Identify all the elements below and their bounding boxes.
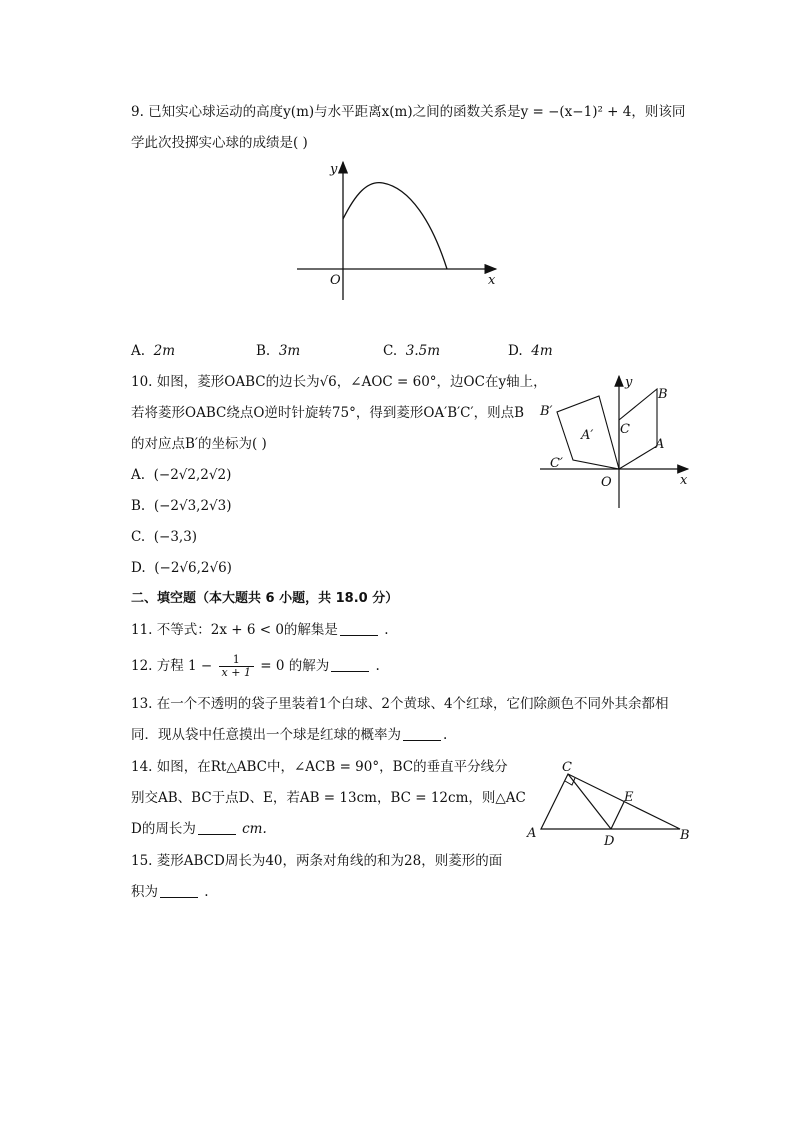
q9-option-c[interactable]: C. 3.5m — [383, 343, 441, 359]
q9-option-d[interactable]: D. 4m — [508, 343, 553, 359]
q14-label-e: E — [624, 790, 634, 805]
q9-x-label: x — [488, 273, 496, 288]
q10-option-a[interactable]: A. (−2√2,2√2) — [131, 467, 232, 483]
section-title-fill-blank: 二、填空题（本大题共 6 小题，共 18.0 分） — [131, 591, 399, 606]
q10-label-c: C — [620, 422, 630, 437]
q9-y-label: y — [330, 162, 338, 177]
q14-triangle-abc — [541, 774, 680, 829]
q10-label-y: y — [625, 375, 633, 390]
q9-option-a[interactable]: A. 2m — [131, 343, 176, 359]
q10-label-b: B — [658, 387, 668, 402]
q14-label-d: D — [604, 834, 615, 849]
q10-label-o: O — [601, 475, 612, 490]
q14-line2: 别交AB、BC于点D、E，若AB = 13cm，BC = 12cm，则△AC — [131, 790, 526, 806]
q14-line1: 14. 如图，在Rt△ABC中，∠ACB = 90°，BC的垂直平分线分 — [131, 759, 508, 775]
q14-label-a: A — [527, 826, 537, 841]
q14-line3: D的周长为 cm. — [131, 821, 267, 837]
q10-line1: 10. 如图，菱形OABC的边长为√6，∠AOC = 60°，边OC在y轴上， — [131, 374, 547, 390]
q10-label-c-prime: C′ — [550, 456, 563, 471]
q9-line1: 9. 已知实心球运动的高度y(m)与水平距离x(m)之间的函数关系是y = −(x−1)² + 4，则该同 — [131, 104, 686, 120]
q10-option-b[interactable]: B. (−2√3,2√3) — [131, 498, 232, 514]
q10-label-a-prime: A′ — [581, 428, 594, 443]
q10-option-d[interactable]: D. (−2√6,2√6) — [131, 560, 232, 576]
q13-line1: 13. 在一个不透明的袋子里装着1个白球、2个黄球、4个红球，它们除颜色不同外其余都相 — [131, 696, 669, 712]
q13-line2: 同．现从袋中任意摸出一个球是红球的概率为 . — [131, 727, 448, 743]
q10-line3: 的对应点B′的坐标为( ) — [131, 436, 267, 452]
q14-right-angle-mark — [565, 778, 575, 785]
q10-option-c[interactable]: C. (−3,3) — [131, 529, 198, 545]
q10-line2: 若将菱形OABC绕点O逆时针旋转75°，得到菱形OA′B′C′，则点B — [131, 405, 524, 421]
q15-answer-blank[interactable] — [160, 883, 198, 898]
q14-segment-de — [611, 802, 624, 829]
q12-fraction: $\frac{1}{x + 1}$ — [219, 654, 254, 679]
q9-option-b[interactable]: B. 3m — [256, 343, 301, 359]
q9-origin-label: O — [330, 273, 341, 288]
q10-label-b-prime: B′ — [540, 404, 553, 419]
q15-line1: 15. 菱形ABCD周长为40，两条对角线的和为28，则菱形的面 — [131, 853, 503, 869]
q11-line: 11. 不等式：2x + 6 < 0的解集是 . — [131, 622, 389, 638]
q10-label-a: A — [655, 437, 665, 452]
q9-line2: 学此次投掷实心球的成绩是( ) — [131, 135, 308, 151]
q14-label-b: B — [680, 828, 690, 843]
q14-segment-cd — [568, 774, 611, 829]
q15-line2: 积为 . — [131, 884, 209, 900]
q12-line: 12. 方程 1 − $\frac{1}{x + 1}$ = 0 的解为 . — [131, 653, 380, 679]
q14-label-c: C — [562, 760, 572, 775]
q10-label-x: x — [680, 473, 688, 488]
